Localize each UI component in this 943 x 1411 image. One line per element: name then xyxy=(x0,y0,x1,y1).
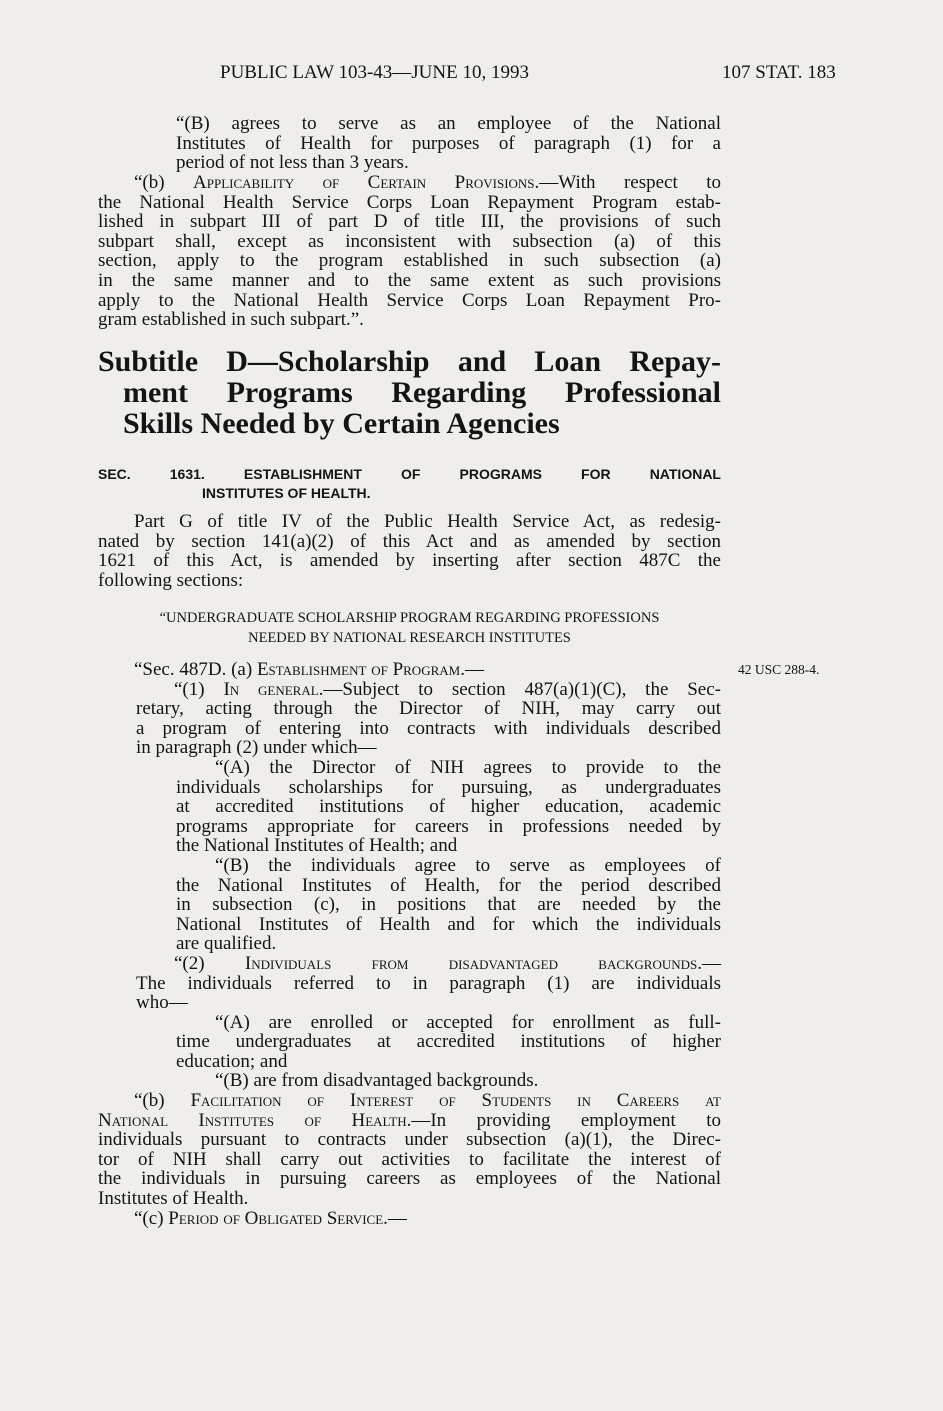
text-line: nated by section 141(a)(2) of this Act and as amended by section xyxy=(98,530,721,552)
text-line xyxy=(98,1091,721,1111)
section-487d xyxy=(98,660,721,1228)
paragraph-heading: Individuals from disadvantaged backgrounds. xyxy=(244,952,702,974)
text-span: “(c) xyxy=(134,1207,169,1229)
text-line: the individuals in pursuing careers as employees of the National xyxy=(98,1168,721,1190)
text-line: “(B) agrees to serve as an employee of the National xyxy=(176,113,721,134)
text-line xyxy=(98,954,721,974)
text-line xyxy=(98,660,721,680)
text-span: “Sec. 487D. (a) xyxy=(134,659,257,680)
text-span: — xyxy=(387,1207,407,1229)
text-span: —With respect to xyxy=(539,172,722,193)
text-span: “(b) xyxy=(134,1090,191,1112)
text-line: the National Institutes of Health; and xyxy=(176,835,458,857)
subtitle-line: ment Programs Regarding Professional xyxy=(123,376,721,409)
text-span: “(1) xyxy=(174,678,224,700)
text-span: “(2) xyxy=(174,952,245,974)
statute-page-number: 107 STAT. 183 xyxy=(722,62,836,83)
text-line: “(A) the Director of NIH agrees to provide to the xyxy=(215,756,721,778)
paragraph-intro xyxy=(98,512,721,590)
subtitle-heading xyxy=(98,346,721,439)
text-line: “(A) are enrolled or accepted for enrollment as full- xyxy=(215,1011,721,1033)
margin-citation: 42 USC 288-4. xyxy=(738,662,820,677)
text-span: — xyxy=(464,659,484,680)
text-line: who— xyxy=(136,992,188,1014)
text-line: time undergraduates at accredited institutions of higher xyxy=(176,1031,721,1053)
text-line: apply to the National Health Service Corps Loan Repayment Pro- xyxy=(98,289,721,311)
text-line: are qualified. xyxy=(176,933,277,955)
text-line: Institutes of Health. xyxy=(98,1188,249,1210)
program-heading xyxy=(98,608,721,648)
program-heading-line: “UNDERGRADUATE SCHOLARSHIP PROGRAM REGARDING PROFESSIONS xyxy=(159,610,660,626)
text-line xyxy=(98,1209,721,1229)
text-line: following sections: xyxy=(98,569,244,591)
text-line: the National Institutes of Health, for the period described xyxy=(176,874,721,896)
section-heading-line: INSTITUTES OF HEALTH. xyxy=(202,485,371,501)
text-line: section, apply to the program established in such subsection (a) xyxy=(98,250,721,272)
text-line: “(B) the individuals agree to serve as employees of xyxy=(215,854,721,876)
text-line: education; and xyxy=(176,1050,288,1072)
text-line: lished in subpart III of part D of title III, the provisions of such xyxy=(98,211,721,233)
text-line: in paragraph (2) under which— xyxy=(136,737,377,759)
paragraph-heading: Establishment of Program. xyxy=(256,659,465,680)
text-line: Institutes of Health for purposes of paragraph (1) for a xyxy=(176,132,721,154)
text-line: a program of entering into contracts with individuals described xyxy=(136,717,721,739)
text-line: gram established in such subpart.”. xyxy=(98,309,364,331)
paragraph-b-prior xyxy=(98,114,721,173)
text-line: in the same manner and to the same extent as such provisions xyxy=(98,269,721,291)
text-line: tor of NIH shall carry out activities to facilitate the interest of xyxy=(98,1148,721,1170)
text-line: retary, acting through the Director of NIH, may carry out xyxy=(136,698,721,720)
text-span: —In providing employment to xyxy=(411,1109,721,1131)
paragraph-heading: In general. xyxy=(223,678,324,700)
text-line: at accredited institutions of higher education, academic xyxy=(176,796,721,818)
text-line xyxy=(98,1111,721,1131)
paragraph-applicability xyxy=(98,173,721,330)
text-line: Part G of title IV of the Public Health Service Act, as redesig- xyxy=(134,511,721,532)
text-line: period of not less than 3 years. xyxy=(176,152,409,174)
text-line: 1621 of this Act, is amended by inserting after section 487C the xyxy=(98,550,721,572)
program-heading-line: NEEDED BY NATIONAL RESEARCH INSTITUTES xyxy=(248,630,571,646)
text-line: in subsection (c), in positions that are needed by the xyxy=(176,894,721,916)
text-line: the National Health Service Corps Loan Repayment Program estab- xyxy=(98,191,721,213)
text-line: The individuals referred to in paragraph (1) are individuals xyxy=(136,972,721,994)
paragraph-heading: Applicability of Certain Provisions. xyxy=(193,172,540,193)
running-header xyxy=(0,62,943,88)
text-span: —Subject to section 487(a)(1)(C), the Sec- xyxy=(323,678,721,700)
subtitle-line: Subtitle D—Scholarship and Loan Repay- xyxy=(98,345,721,378)
text-line: “(B) are from disadvantaged backgrounds. xyxy=(215,1070,539,1092)
text-line: National Institutes of Health and for which the individuals xyxy=(176,913,721,935)
section-heading xyxy=(98,465,721,503)
text-line: subpart shall, except as inconsistent with subsection (a) of this xyxy=(98,230,721,252)
paragraph-heading: Facilitation of Interest of Students in Careers at xyxy=(190,1090,721,1112)
section-heading-line: SEC. 1631. ESTABLISHMENT OF PROGRAMS FOR NATIONAL xyxy=(98,466,721,482)
paragraph-heading: National Institutes of Health. xyxy=(98,1109,412,1131)
text-span: — xyxy=(702,952,721,974)
text-line: individuals pursuant to contracts under subsection (a)(1), the Direc- xyxy=(98,1129,721,1151)
paragraph-heading: Period of Obligated Service. xyxy=(168,1207,388,1229)
text-line xyxy=(98,680,721,700)
text-span: “(b) xyxy=(134,172,194,193)
text-line: programs appropriate for careers in professions needed by xyxy=(176,815,721,837)
text-line: individuals scholarships for pursuing, as undergraduates xyxy=(176,776,721,798)
subtitle-line: Skills Needed by Certain Agencies xyxy=(123,407,560,440)
header-title: PUBLIC LAW 103-43—JUNE 10, 1993 xyxy=(220,62,529,83)
text-line xyxy=(98,173,721,193)
